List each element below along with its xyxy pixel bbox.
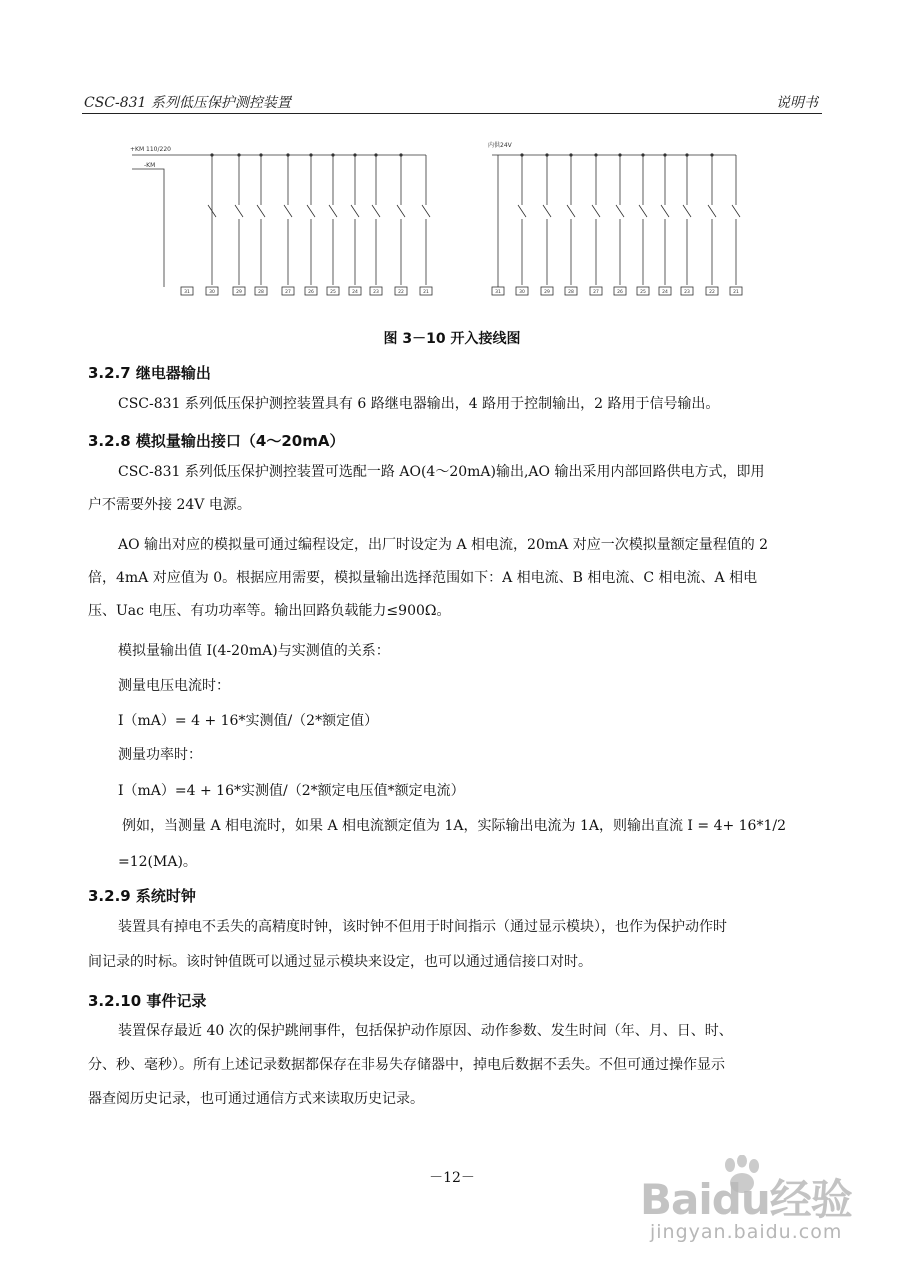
section-heading-3-2-7: 3.2.7 继电器输出 (88, 364, 211, 382)
svg-text:25: 25 (640, 290, 646, 295)
wiring-diagram (120, 135, 780, 310)
svg-text:22: 22 (398, 290, 404, 295)
svg-text:23: 23 (373, 290, 379, 295)
right-supply-label: 内供24V (488, 142, 512, 149)
paragraph: 模拟量输出值 I(4-20mA)与实测值的关系： (118, 643, 390, 659)
paragraph: 测量电压电流时： (118, 678, 230, 694)
header-title: CSC-831 系列低压保护测控装置 (84, 95, 291, 111)
svg-text:21: 21 (733, 290, 739, 295)
paragraph: AO 输出对应的模拟量可通过编程设定，出厂时设定为 A 相电流，20mA 对应一次模拟量额定量程值的 2 (118, 537, 769, 553)
right-diagram (492, 153, 742, 295)
svg-text:29: 29 (236, 290, 242, 295)
left-terminal-labels (184, 289, 429, 295)
section-heading-3-2-10: 3.2.10 事件记录 (88, 992, 207, 1010)
paragraph: 器查阅历史记录，也可通过通信方式来读取历史记录。 (88, 1091, 424, 1107)
svg-text:25: 25 (330, 290, 336, 295)
left-diagram (132, 153, 432, 295)
paragraph: 倍，4mA 对应值为 0。根据应用需要，模拟量输出选择范围如下：A 相电流、B 相电流、C 相电流、A 相电 (88, 570, 758, 586)
svg-text:22: 22 (709, 290, 715, 295)
paragraph: =12(MA)。 (118, 854, 197, 870)
watermark-url: jingyan.baidu.com (650, 1221, 843, 1243)
svg-text:21: 21 (423, 290, 429, 295)
left-bus-negative (132, 169, 164, 287)
paragraph: 装置具有掉电不丢失的高精度时钟，该时钟不但用于时间指示（通过显示模块），也作为保护动作时 (118, 919, 727, 935)
left-branches (208, 155, 430, 285)
svg-text:24: 24 (662, 290, 668, 295)
left-terminal-row (181, 287, 432, 295)
paragraph: 压、Uac 电压、有功功率等。输出回路负载能力≤900Ω。 (88, 603, 451, 619)
section-heading-3-2-9: 3.2.9 系统时钟 (88, 887, 196, 905)
watermark-brand: Baidu经验 (640, 1175, 852, 1224)
svg-text:24: 24 (352, 290, 358, 295)
paragraph: 户不需要外接 24V 电源。 (88, 497, 251, 513)
svg-text:30: 30 (209, 290, 215, 295)
header-divider (82, 113, 822, 114)
left-supply-positive-label: +KM 110/220 (130, 146, 171, 153)
paragraph: 测量功率时： (118, 747, 202, 763)
svg-text:28: 28 (258, 290, 264, 295)
svg-text:27: 27 (285, 290, 291, 295)
svg-text:26: 26 (308, 290, 314, 295)
paragraph: CSC-831 系列低压保护测控装置具有 6 路继电器输出，4 路用于控制输出，2 路用于信号输出。 (118, 396, 720, 412)
svg-text:29: 29 (544, 290, 550, 295)
baidu-watermark (640, 1155, 865, 1250)
paragraph: 间记录的时标。该时钟值既可以通过显示模块来设定，也可以通过通信接口对时。 (88, 954, 592, 970)
svg-text:27: 27 (593, 290, 599, 295)
svg-text:31: 31 (495, 290, 501, 295)
paragraph: 分、秒、毫秒）。所有上述记录数据都保存在非易失存储器中，掉电后数据不丢失。不但可通过操作显示 (88, 1057, 725, 1073)
formula: I（mA）=4 + 16*实测值/（2*额定电压值*额定电流） (118, 783, 465, 799)
svg-text:26: 26 (617, 290, 623, 295)
formula: I（mA）= 4 + 16*实测值/（2*额定值） (118, 713, 379, 729)
svg-text:23: 23 (684, 290, 690, 295)
paragraph: 装置保存最近 40 次的保护跳闸事件，包括保护动作原因、动作参数、发生时间（年、月、日、时、 (118, 1023, 733, 1039)
right-terminal-labels (495, 289, 739, 295)
figure-caption: 图 3－10 开入接线图 (383, 331, 521, 347)
svg-text:30: 30 (519, 290, 525, 295)
paragraph: 例如，当测量 A 相电流时，如果 A 相电流额定值为 1A，实际输出电流为 1A，则输出直流 I = 4+ 16*1/2 (122, 818, 786, 834)
header-doc-type: 说明书 (776, 95, 818, 111)
svg-text:28: 28 (568, 290, 574, 295)
left-supply-negative-label: -KM (144, 162, 156, 169)
paragraph: CSC-831 系列低压保护测控装置可选配一路 AO(4～20mA)输出,AO 输出采用内部回路供电方式，即用 (118, 464, 765, 480)
svg-text:31: 31 (184, 290, 190, 295)
section-heading-3-2-8: 3.2.8 模拟量输出接口（4～20mA） (88, 432, 345, 450)
page-number: －12－ (429, 1170, 475, 1186)
